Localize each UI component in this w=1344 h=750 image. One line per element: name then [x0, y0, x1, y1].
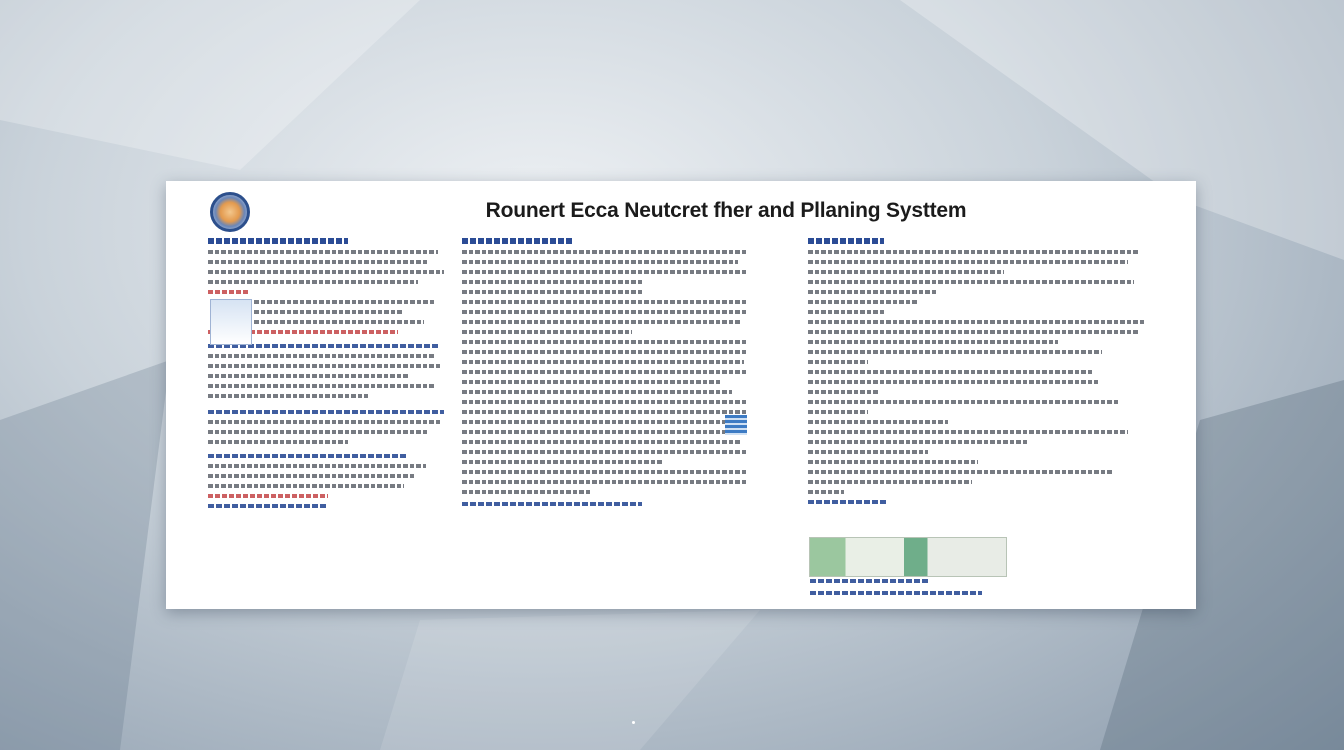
text-line: [462, 330, 632, 334]
text-line: [462, 350, 748, 354]
text-line: [808, 280, 1134, 284]
text-line: [808, 450, 928, 454]
column-left: [208, 238, 448, 514]
text-line: [462, 360, 744, 364]
text-line: [462, 320, 742, 324]
text-line: [808, 250, 1138, 254]
section-heading: [208, 454, 408, 458]
text-line: [808, 360, 868, 364]
text-line: [462, 400, 748, 404]
text-line: [808, 270, 1004, 274]
text-line: [254, 300, 434, 304]
text-line: [462, 390, 732, 394]
text-line: [462, 270, 746, 274]
text-line: [808, 260, 1128, 264]
text-line: [808, 330, 1138, 334]
text-line: [208, 374, 408, 378]
column-right: [808, 238, 1148, 510]
text-line: [808, 470, 1114, 474]
text-line: [208, 484, 404, 488]
text-line: [808, 350, 1102, 354]
text-line: [208, 440, 348, 444]
text-line: [208, 464, 426, 468]
text-line: [808, 340, 1058, 344]
text-line: [462, 310, 748, 314]
text-line: [462, 380, 722, 384]
cursor-dot: [632, 721, 635, 724]
text-line: [208, 260, 428, 264]
text-line: [462, 300, 748, 304]
text-line: [462, 450, 748, 454]
text-line: [808, 480, 972, 484]
text-line: [462, 280, 642, 284]
text-line: [462, 470, 748, 474]
column-middle: [462, 238, 752, 512]
text-line: [462, 480, 746, 484]
section-heading: [208, 410, 444, 414]
text-line: [462, 340, 748, 344]
text-line: [808, 440, 1028, 444]
text-line: [208, 384, 436, 388]
footer-line: [208, 504, 328, 508]
text-line-highlight: [208, 290, 248, 294]
text-line-highlight: [208, 494, 328, 498]
text-line: [808, 300, 918, 304]
text-line: [808, 410, 868, 414]
text-line: [808, 380, 1098, 384]
text-line: [254, 310, 404, 314]
text-line: [254, 320, 424, 324]
text-line: [208, 474, 414, 478]
text-line: [462, 250, 748, 254]
text-line: [208, 394, 368, 398]
document-sheet: [166, 181, 1196, 609]
text-line: [462, 260, 738, 264]
text-line: [462, 440, 742, 444]
document-title: Rounert Ecca Neutcret fher and Pllaning Systtem: [485, 199, 967, 222]
text-line: [208, 250, 438, 254]
text-line: [808, 390, 878, 394]
text-line: [808, 310, 884, 314]
text-line: [462, 490, 592, 494]
text-line: [208, 270, 444, 274]
figure-illustration: [210, 299, 252, 345]
text-line: [808, 430, 1128, 434]
column-middle-heading: [462, 238, 572, 244]
text-line: [808, 290, 938, 294]
text-line: [808, 490, 844, 494]
footer-line: [810, 591, 982, 595]
text-line: [462, 430, 748, 434]
text-line: [208, 364, 440, 368]
footer-line: [462, 502, 642, 506]
small-chart-graphic: [725, 415, 747, 435]
text-line: [462, 290, 642, 294]
text-line: [808, 400, 1120, 404]
text-line: [208, 430, 428, 434]
text-line: [462, 460, 662, 464]
section-heading: [808, 500, 888, 504]
map-thumbnail-image: [809, 537, 1007, 577]
text-line: [208, 280, 418, 284]
text-line: [208, 354, 434, 358]
caption-line: [810, 579, 928, 583]
text-line: [208, 420, 440, 424]
text-line: [808, 460, 978, 464]
text-line: [808, 420, 948, 424]
text-line: [462, 410, 746, 414]
text-line: [462, 370, 746, 374]
text-line: [808, 370, 1094, 374]
column-left-heading: [208, 238, 348, 244]
text-line: [808, 320, 1144, 324]
text-line: [462, 420, 738, 424]
column-right-heading: [808, 238, 884, 244]
